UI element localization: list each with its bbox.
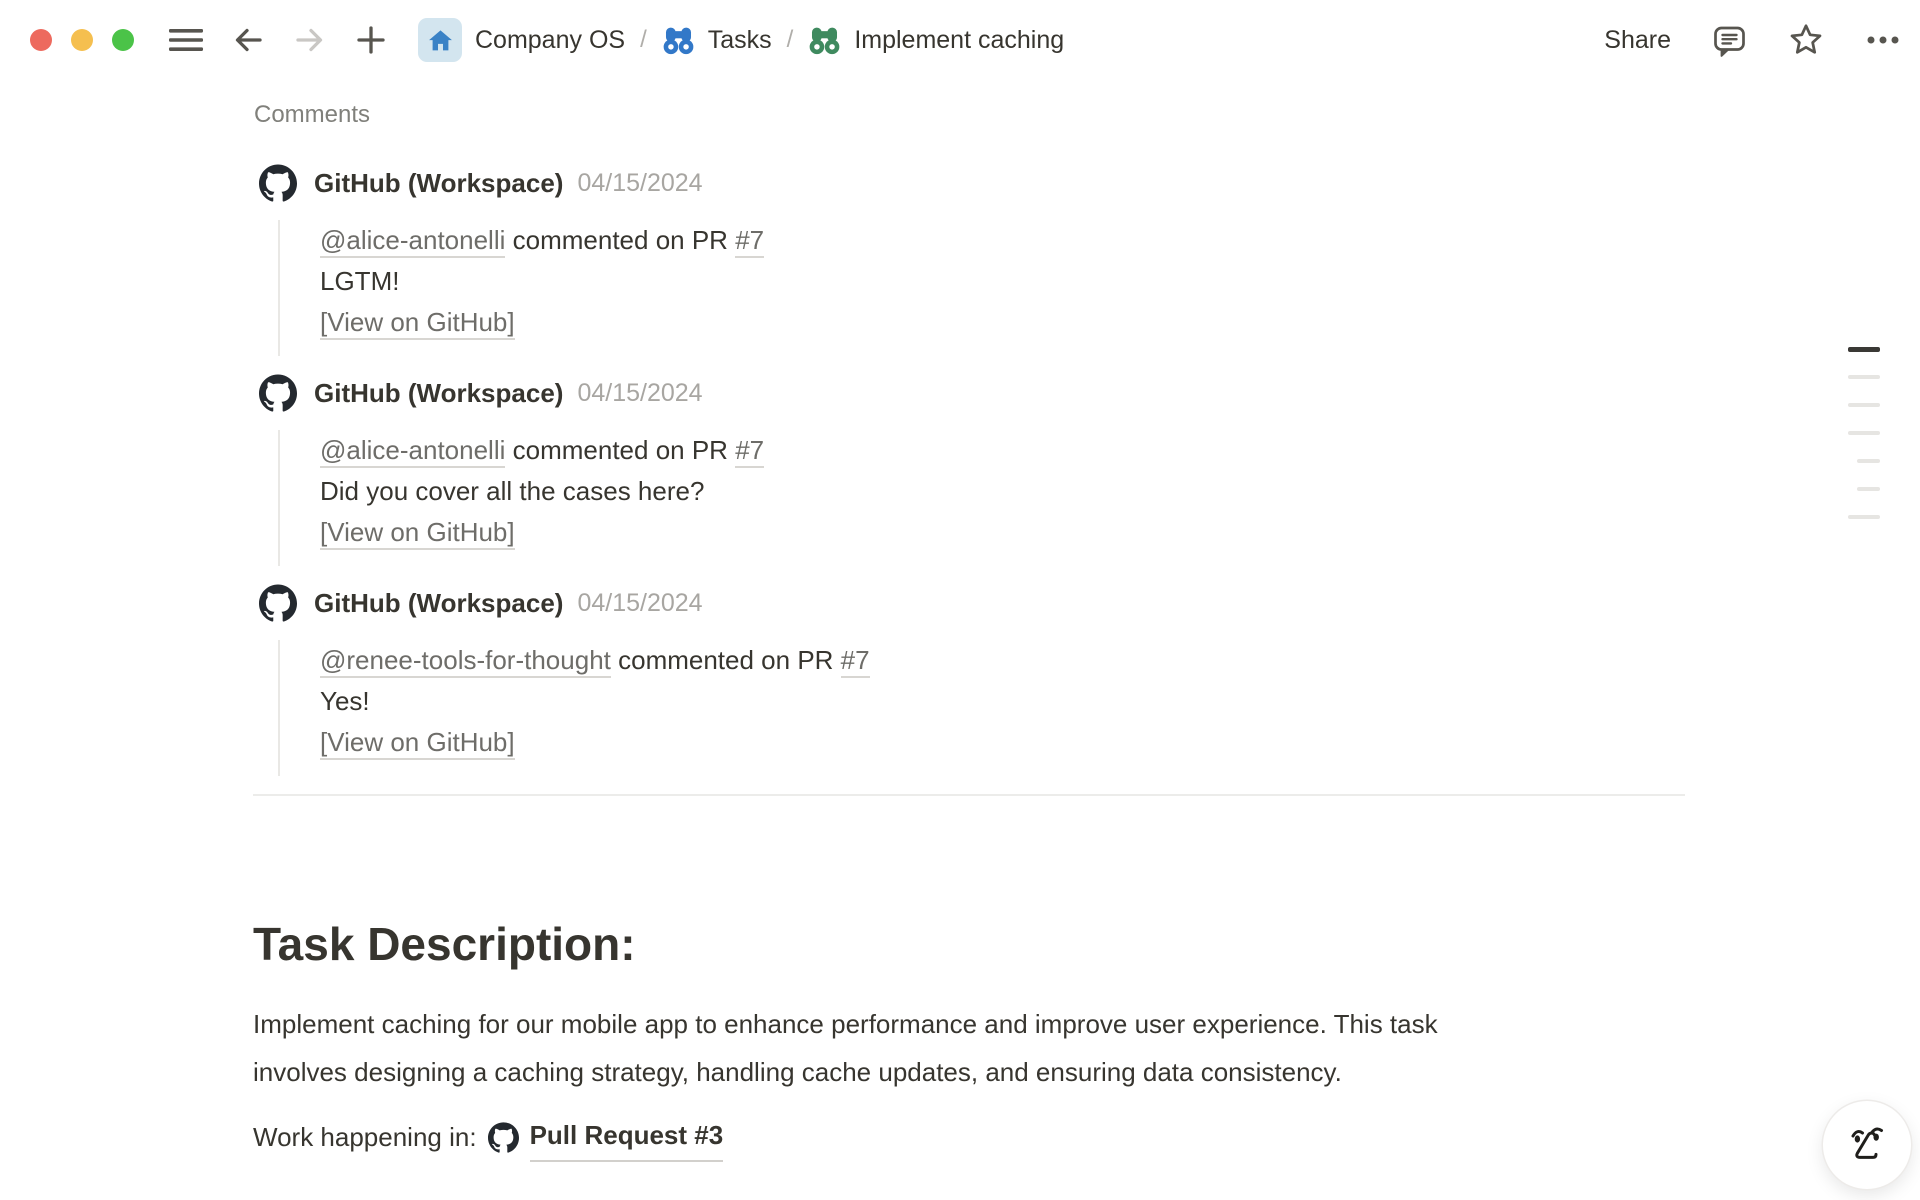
comment-author: GitHub (Workspace) bbox=[314, 377, 564, 408]
comment-author: GitHub (Workspace) bbox=[314, 167, 564, 198]
outline-item[interactable] bbox=[1848, 375, 1880, 379]
outline-indicator bbox=[1848, 347, 1880, 543]
pr-number-link[interactable]: #7 bbox=[841, 645, 870, 678]
forward-button[interactable] bbox=[292, 23, 328, 57]
breadcrumb bbox=[418, 18, 1064, 62]
mention-link[interactable]: @alice-antonelli bbox=[320, 435, 505, 468]
hamburger-icon bbox=[168, 23, 204, 57]
section-divider bbox=[253, 794, 1685, 796]
page-content bbox=[253, 80, 1685, 1162]
plus-icon bbox=[354, 23, 388, 57]
work-prefix-text: Work happening in: bbox=[253, 1121, 477, 1152]
arrow-left-icon bbox=[230, 23, 266, 57]
outline-item[interactable] bbox=[1848, 515, 1880, 519]
task-description-heading: Task Description: bbox=[253, 918, 636, 970]
comment-action-text: commented on PR bbox=[512, 435, 728, 465]
view-on-github-link[interactable]: [View on GitHub] bbox=[320, 517, 515, 550]
mention-link[interactable]: @alice-antonelli bbox=[320, 225, 505, 258]
breadcrumb-separator: / bbox=[786, 26, 794, 53]
favorite-button[interactable] bbox=[1788, 22, 1824, 58]
pr-number-link[interactable]: #7 bbox=[735, 225, 764, 258]
breadcrumb-separator: / bbox=[640, 26, 647, 53]
github-avatar bbox=[259, 374, 297, 412]
breadcrumb-label: Implement caching bbox=[854, 25, 1065, 54]
view-on-github-link[interactable]: [View on GitHub] bbox=[320, 727, 515, 760]
outline-item[interactable] bbox=[1848, 403, 1880, 407]
zoom-window-button[interactable] bbox=[112, 29, 134, 51]
pr-number-link[interactable]: #7 bbox=[735, 435, 764, 468]
comment-item bbox=[253, 584, 1685, 776]
comments-section-label: Comments bbox=[254, 101, 371, 128]
binoculars-icon bbox=[662, 24, 695, 57]
github-avatar bbox=[259, 584, 297, 622]
close-window-button[interactable] bbox=[30, 29, 52, 51]
window-titlebar bbox=[0, 0, 1920, 80]
breadcrumb-item-implement-caching[interactable] bbox=[808, 24, 1064, 57]
arrow-right-icon bbox=[292, 23, 328, 57]
comment-body-text: Did you cover all the cases here? bbox=[320, 476, 705, 506]
comment-action-text: commented on PR bbox=[512, 225, 728, 255]
comment-action-text: commented on PR bbox=[618, 645, 834, 675]
comment-item bbox=[253, 374, 1685, 566]
minimize-window-button[interactable] bbox=[71, 29, 93, 51]
star-icon bbox=[1788, 22, 1824, 58]
comment-body-text: LGTM! bbox=[320, 266, 400, 296]
breadcrumb-label: Tasks bbox=[707, 25, 772, 54]
comment-date: 04/15/2024 bbox=[577, 378, 703, 407]
outline-item[interactable] bbox=[1857, 459, 1880, 463]
breadcrumb-label: Company OS bbox=[475, 25, 626, 54]
comment-body-text: Yes! bbox=[320, 686, 370, 716]
comments-toggle-button[interactable] bbox=[1711, 22, 1748, 59]
home-icon bbox=[418, 18, 462, 62]
work-happening-line bbox=[253, 1111, 1685, 1162]
outline-item[interactable] bbox=[1848, 431, 1880, 435]
share-button[interactable]: Share bbox=[1604, 25, 1671, 54]
binoculars-icon bbox=[808, 24, 841, 57]
outline-item-current[interactable] bbox=[1848, 347, 1880, 352]
mention-link[interactable]: @renee-tools-for-thought bbox=[320, 645, 611, 678]
breadcrumb-item-tasks[interactable] bbox=[662, 24, 772, 57]
notion-ai-button[interactable] bbox=[1823, 1101, 1911, 1189]
more-options-button[interactable] bbox=[1864, 23, 1902, 57]
comment-bubble-icon bbox=[1711, 22, 1748, 59]
outline-item[interactable] bbox=[1857, 487, 1880, 491]
task-description-text: Implement caching for our mobile app to enhance performance and improve user experience. This task involves designing a caching strategy, handling cache updates, and ensuring data consistency. bbox=[253, 1009, 1438, 1087]
comment-author: GitHub (Workspace) bbox=[314, 587, 564, 618]
sidebar-toggle-button[interactable] bbox=[168, 23, 204, 57]
back-button[interactable] bbox=[230, 23, 266, 57]
view-on-github-link[interactable]: [View on GitHub] bbox=[320, 307, 515, 340]
ellipsis-icon bbox=[1864, 23, 1902, 57]
pull-request-link[interactable]: Pull Request #3 bbox=[530, 1111, 724, 1162]
ai-face-icon bbox=[1844, 1122, 1890, 1168]
comment-date: 04/15/2024 bbox=[577, 168, 703, 197]
new-page-button[interactable] bbox=[354, 23, 388, 57]
github-icon bbox=[488, 1122, 519, 1153]
window-controls bbox=[30, 29, 134, 51]
comment-date: 04/15/2024 bbox=[577, 588, 703, 617]
breadcrumb-item-company-os[interactable] bbox=[418, 18, 625, 62]
comment-item bbox=[253, 164, 1685, 356]
github-avatar bbox=[259, 164, 297, 202]
